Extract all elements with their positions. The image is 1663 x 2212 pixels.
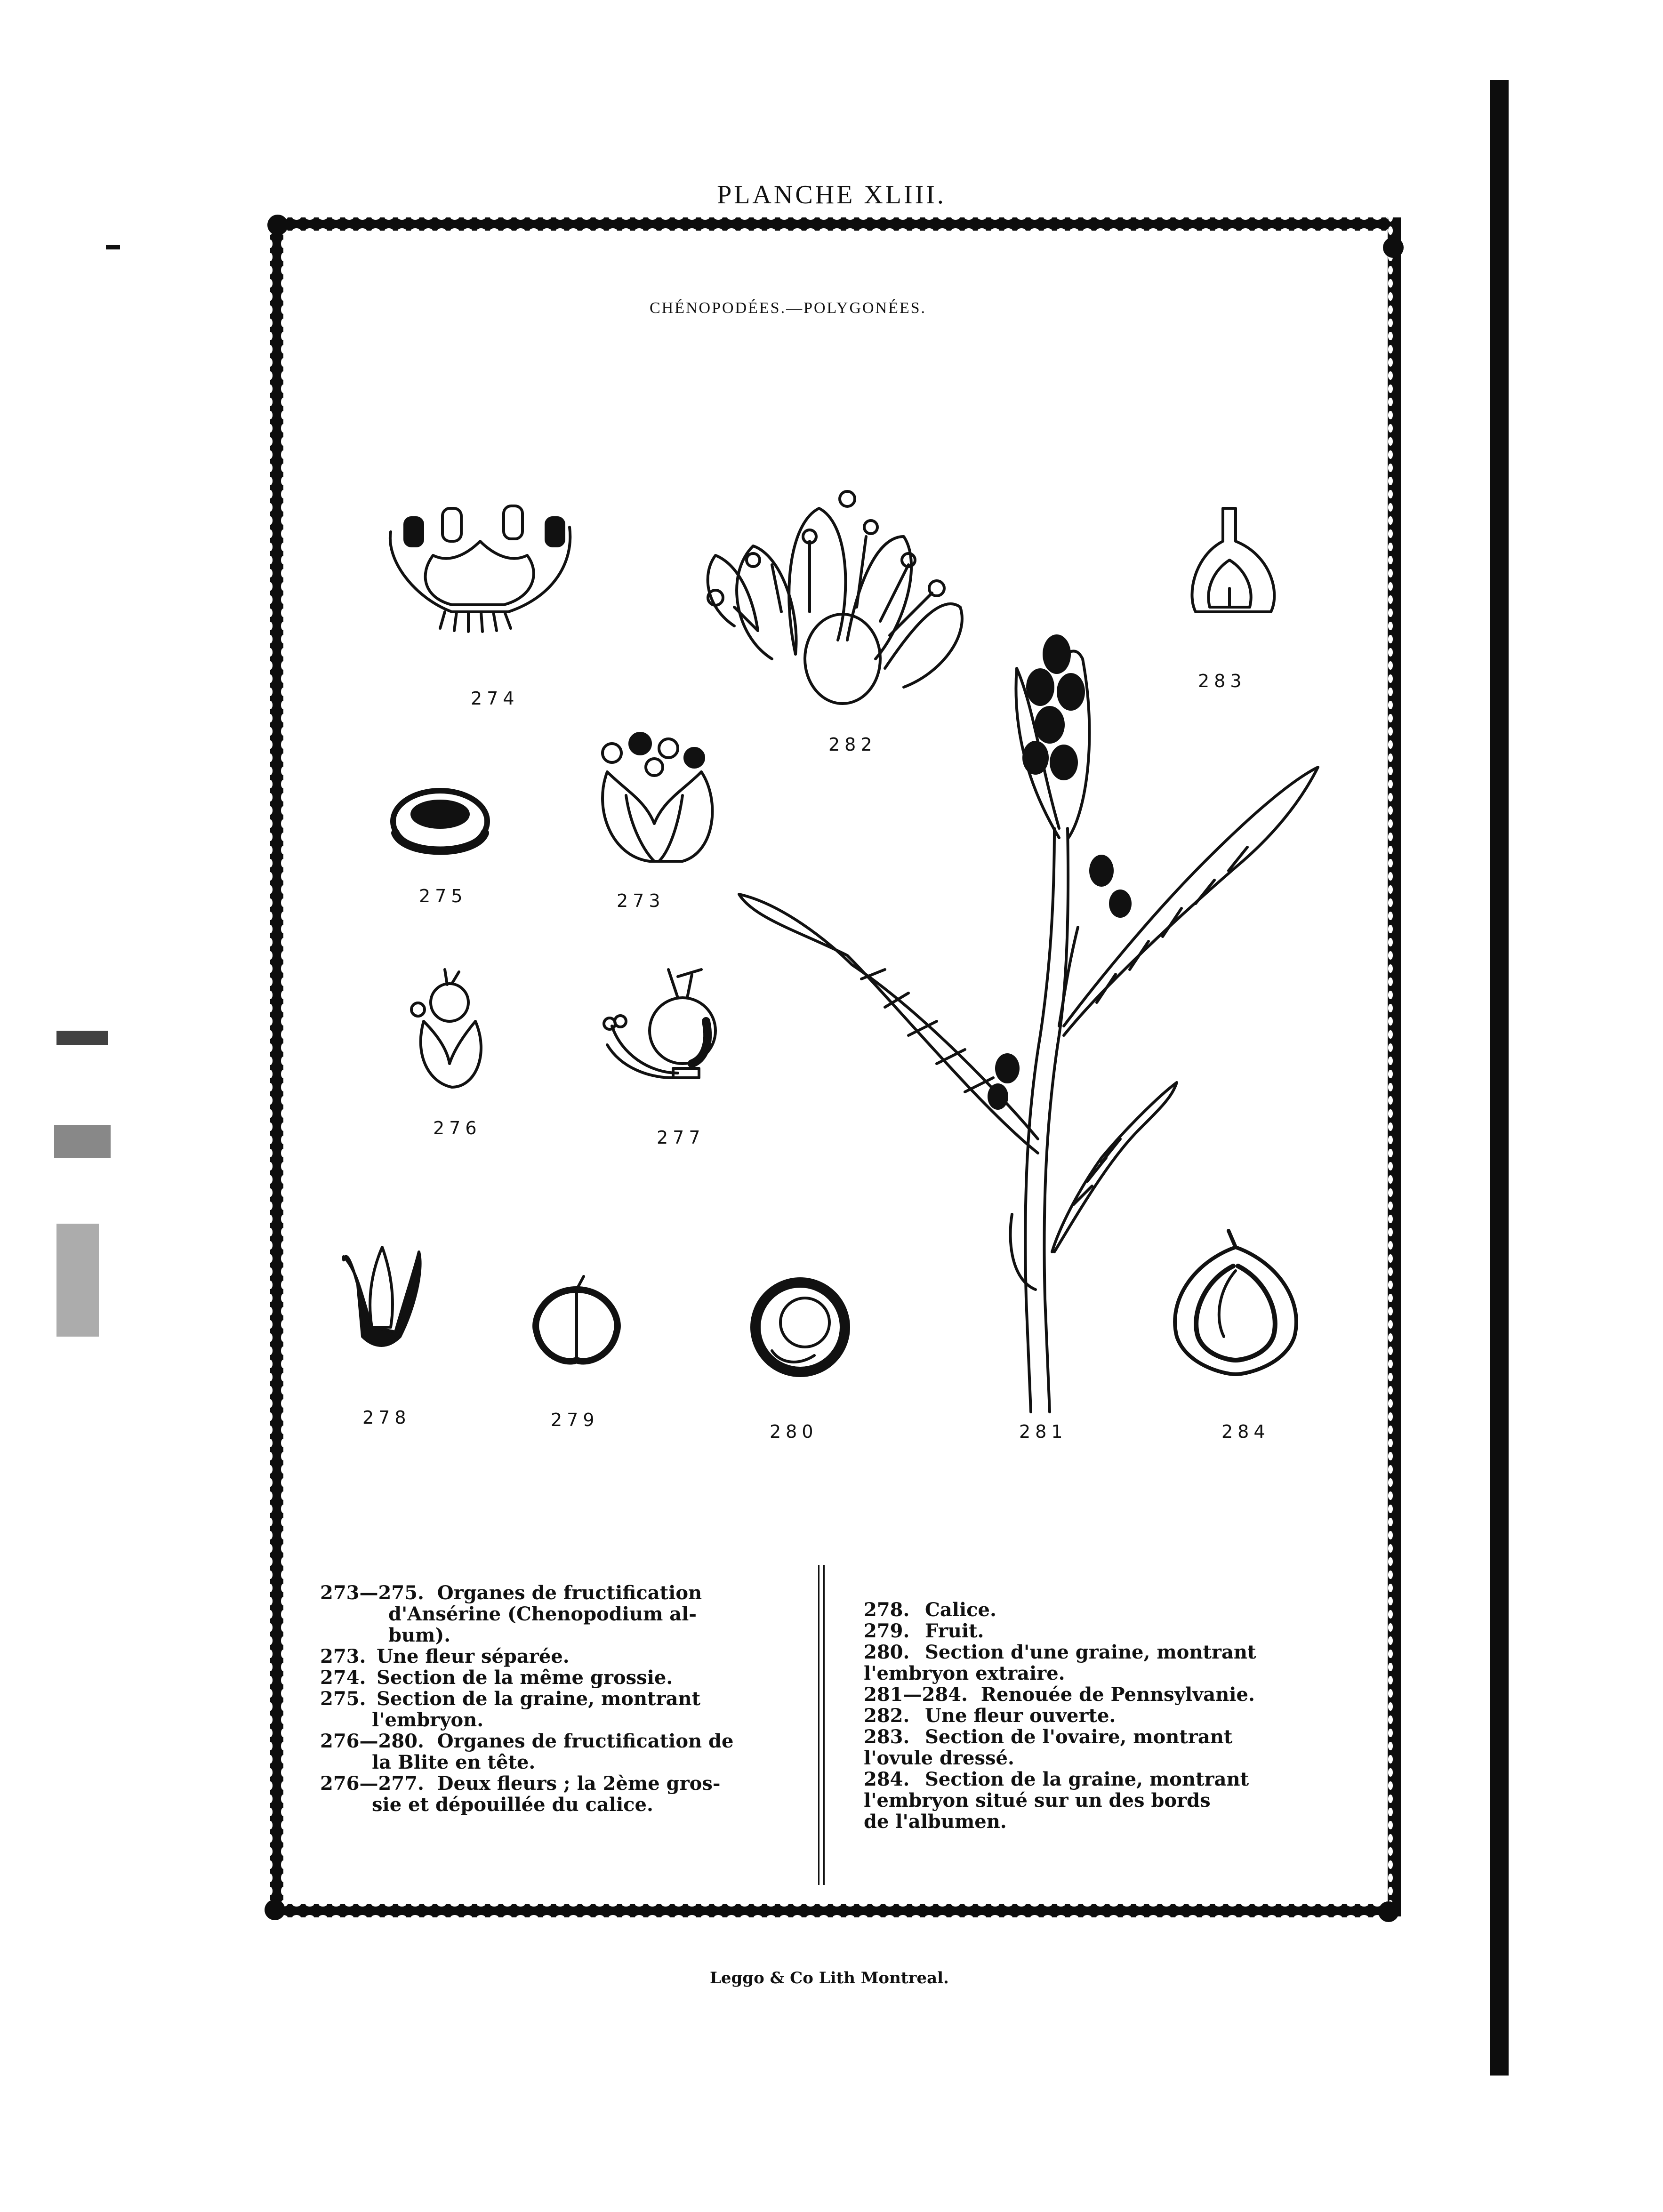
legend-line (320, 1667, 791, 1688)
legend-number: 276—277. (320, 1772, 424, 1795)
legend-line (320, 1603, 791, 1625)
legend-line (320, 1582, 791, 1603)
figure-number-283: 283 (1198, 671, 1246, 691)
legend-number: 283. (864, 1726, 910, 1748)
figure-284-seed-section (1175, 1231, 1296, 1374)
legend-number: 274. (320, 1667, 366, 1689)
legend-line (320, 1688, 791, 1709)
legend-line (864, 1684, 1358, 1705)
legend-text: l'ovule dressé. (864, 1747, 1014, 1769)
legend-line (864, 1599, 1358, 1620)
lithographer-imprint: Leggo & Co Lith Montreal. (710, 1969, 949, 1988)
legend-line (320, 1731, 791, 1752)
legend-text: Calice. (925, 1599, 996, 1621)
legend-number: 282. (864, 1705, 910, 1727)
legend-number: 279. (864, 1620, 910, 1642)
legend-text: Section d'une graine, montrant (925, 1641, 1256, 1663)
legend-line (864, 1705, 1358, 1726)
legend-line (320, 1773, 791, 1794)
figure-278-calyx (344, 1247, 420, 1346)
legend-right (864, 1599, 1358, 1832)
legend-line (320, 1794, 791, 1815)
figure-273-flower (603, 733, 712, 861)
legend-text: Deux fleurs ; la 2ème gros- (437, 1772, 721, 1795)
legend-text: bum). (388, 1624, 451, 1646)
legend-text: Section de la graine, montrant (377, 1688, 701, 1710)
legend-line (320, 1625, 791, 1646)
legend-text: d'Ansérine (Chenopodium al- (388, 1603, 697, 1625)
legend-line (320, 1646, 791, 1667)
figure-number-284: 284 (1221, 1421, 1270, 1442)
figure-number-274: 274 (471, 688, 519, 709)
legend-text: Section de la graine, montrant (925, 1768, 1249, 1790)
legend-left (320, 1582, 791, 1815)
legend-text: Section de la même grossie. (377, 1667, 673, 1689)
legend-line (864, 1726, 1358, 1747)
legend-text: sie et dépouillée du calice. (372, 1794, 653, 1816)
legend-number: 273. (320, 1645, 366, 1667)
legend-line (864, 1747, 1358, 1769)
legend-line (864, 1769, 1358, 1790)
legend-line (320, 1752, 791, 1773)
legend-line (864, 1642, 1358, 1663)
legend-text: l'embryon. (372, 1709, 484, 1731)
figure-number-278: 278 (362, 1407, 411, 1428)
figure-275-seed-section (393, 791, 487, 852)
legend-text: de l'albumen. (864, 1811, 1007, 1833)
plate-subtitle: CHÉNOPODÉES.—POLYGONÉES. (650, 299, 927, 317)
legend-text: l'embryon extraire. (864, 1662, 1065, 1684)
legend-text: Renouée de Pennsylvanie. (980, 1683, 1255, 1706)
legend-number: 275. (320, 1688, 366, 1710)
figure-282-open-flower (708, 491, 962, 704)
legend-line (864, 1663, 1358, 1684)
legend-line (864, 1811, 1358, 1832)
figure-number-275: 275 (419, 886, 467, 906)
legend-number: 280. (864, 1641, 910, 1663)
figure-number-280: 280 (770, 1421, 818, 1442)
legend-number: 281—284. (864, 1683, 968, 1706)
figure-number-281: 281 (1019, 1421, 1068, 1442)
figure-number-279: 279 (551, 1410, 599, 1430)
legend-text: Section de l'ovaire, montrant (925, 1726, 1233, 1748)
plate-title: PLANCHE XLIII. (717, 180, 946, 209)
legend-number: 278. (864, 1599, 910, 1621)
figure-280-seed-section (755, 1282, 845, 1372)
figure-283-ovary-section (1192, 508, 1274, 612)
legend-text: Organes de fructification (437, 1582, 702, 1604)
figure-number-276: 276 (433, 1118, 482, 1138)
figure-279-fruit (536, 1276, 618, 1362)
figure-number-273: 273 (617, 890, 665, 911)
legend-text: la Blite en tête. (372, 1751, 536, 1773)
legend-line (320, 1709, 791, 1731)
legend-text: Une fleur ouverte. (925, 1705, 1116, 1727)
legend-number: 284. (864, 1768, 910, 1790)
legend-text: l'embryon situé sur un des bords (864, 1789, 1211, 1811)
legend-number: 276—280. (320, 1730, 424, 1752)
figure-274-flower-section (390, 506, 570, 632)
legend-text: Une fleur séparée. (377, 1645, 570, 1667)
figure-276-flower (411, 970, 481, 1087)
legend-text: Fruit. (925, 1620, 984, 1642)
figure-277-flower (604, 970, 715, 1078)
legend-line (864, 1620, 1358, 1642)
legend-text: Organes de fructification de (437, 1730, 734, 1752)
legend-line (864, 1790, 1358, 1811)
figure-number-277: 277 (657, 1127, 705, 1148)
legend-number: 273—275. (320, 1582, 424, 1604)
figure-number-282: 282 (828, 734, 877, 755)
legend-divider (818, 1565, 825, 1885)
